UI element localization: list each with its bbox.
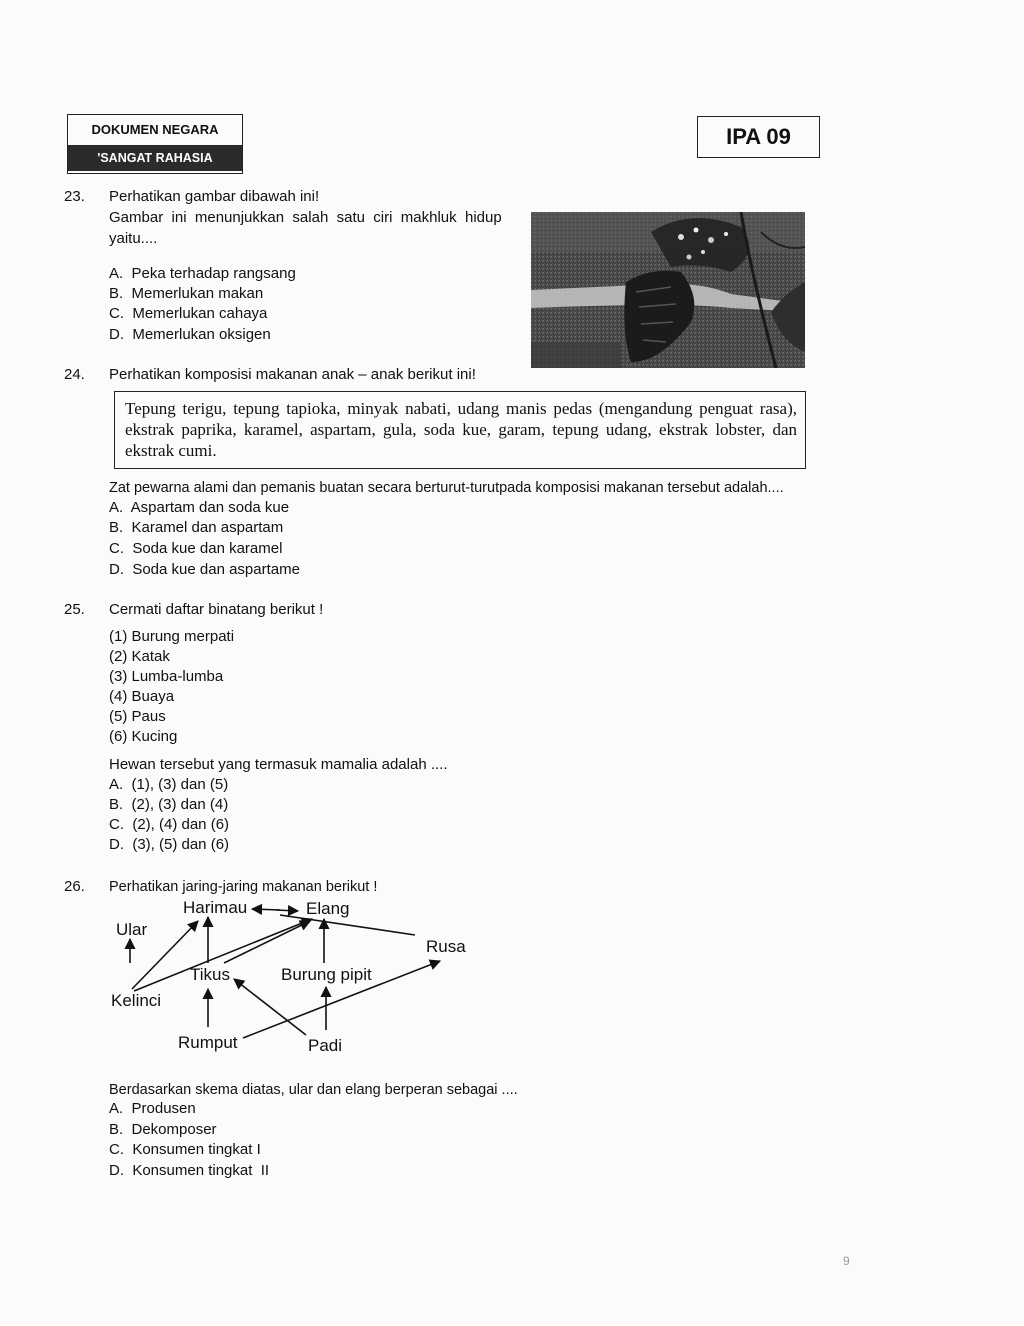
doc-label: DOKUMEN NEGARA: [91, 121, 219, 137]
q24-number: 24.: [64, 366, 85, 383]
document-classification-box: [67, 114, 243, 174]
q25-prompt: Cermati daftar binatang berikut !: [109, 601, 324, 618]
q23-line1: Perhatikan gambar dibawah ini!: [109, 188, 320, 205]
q26-option-d: D. Konsumen tingkat II: [109, 1162, 270, 1179]
butterfly-photo: [531, 212, 805, 368]
web-node-harimau: Harimau: [183, 898, 248, 917]
q26-prompt: Perhatikan jaring-jaring makanan berikut !: [109, 879, 378, 895]
q24-option-a: A. Aspartam dan soda kue: [109, 499, 290, 516]
web-node-burung-pipit: Burung pipit: [281, 965, 372, 984]
q24-prompt: Perhatikan komposisi makanan anak – anak berikut ini!: [109, 366, 476, 383]
q25-list-item-5: (5) Paus: [109, 708, 166, 725]
arrow-harimau-elang: [276, 910, 298, 911]
q25-list-item-6: (6) Kucing: [109, 728, 178, 745]
q25-list-item-1: (1) Burung merpati: [109, 628, 235, 645]
web-node-tikus: Tikus: [190, 965, 230, 984]
q23-option-c: C. Memerlukan cahaya: [109, 305, 268, 322]
q24-option-d: D. Soda kue dan aspartame: [109, 561, 300, 578]
web-node-rumput: Rumput: [178, 1033, 238, 1052]
q26-question: Berdasarkan skema diatas, ular dan elang berperan sebagai ....: [109, 1082, 518, 1098]
composition-text: Tepung terigu, tepung tapioka, minyak nabati, udang manis pedas (mengandung penguat rasa), ekstrak paprika, karamel, aspartam, gula, soda kue, garam, tepung udang, ekstrak lobster, dan ekstrak cumi.: [125, 399, 797, 460]
q26-option-b: B. Dekomposer: [109, 1121, 217, 1138]
composition-box: [114, 391, 806, 469]
q25-question: Hewan tersebut yang termasuk mamalia adalah ....: [109, 756, 448, 773]
page-number: 9: [843, 1254, 850, 1268]
q24-option-c: C. Soda kue dan karamel: [109, 540, 283, 557]
q23-option-b: B. Memerlukan makan: [109, 285, 264, 302]
q26-option-a: A. Produsen: [109, 1100, 196, 1117]
q24-option-b: B. Karamel dan aspartam: [109, 519, 284, 536]
q23-line3: yaitu....: [109, 230, 158, 247]
q26-option-c: C. Konsumen tingkat I: [109, 1141, 261, 1158]
q25-option-a: A. (1), (3) dan (5): [109, 776, 229, 793]
q23-number: 23.: [64, 188, 85, 205]
q23-option-d: D. Memerlukan oksigen: [109, 326, 271, 343]
q25-option-b: B. (2), (3) dan (4): [109, 796, 229, 813]
q25-list-item-3: (3) Lumba-lumba: [109, 668, 224, 685]
q24-question: Zat pewarna alami dan pemanis buatan secara berturut-turutpada komposisi makanan tersebut adalah....: [109, 480, 784, 496]
web-node-elang: Elang: [306, 899, 350, 918]
arrow-elang-harimau: [252, 909, 280, 910]
subject-code-box: IPA 09: [697, 116, 820, 158]
web-node-padi: Padi: [308, 1036, 343, 1055]
q26-number: 26.: [64, 878, 85, 895]
q25-number: 25.: [64, 601, 85, 618]
arrow-tikus-elang: [224, 921, 310, 963]
q23-option-a: A. Peka terhadap rangsang: [109, 265, 296, 282]
web-node-rusa: Rusa: [426, 937, 466, 956]
q25-list-item-2: (2) Katak: [109, 648, 170, 665]
q23-line2: Gambar ini menunjukkan salah satu ciri makhluk hidup: [109, 209, 502, 226]
secret-label: 'SANGAT RAHASIA: [68, 145, 242, 171]
q25-option-c: C. (2), (4) dan (6): [109, 816, 230, 833]
web-node-kelinci: Kelinci: [111, 991, 162, 1010]
q25-option-d: D. (3), (5) dan (6): [109, 836, 230, 853]
q25-list-item-4: (4) Buaya: [109, 688, 175, 705]
web-node-ular: Ular: [116, 920, 148, 939]
